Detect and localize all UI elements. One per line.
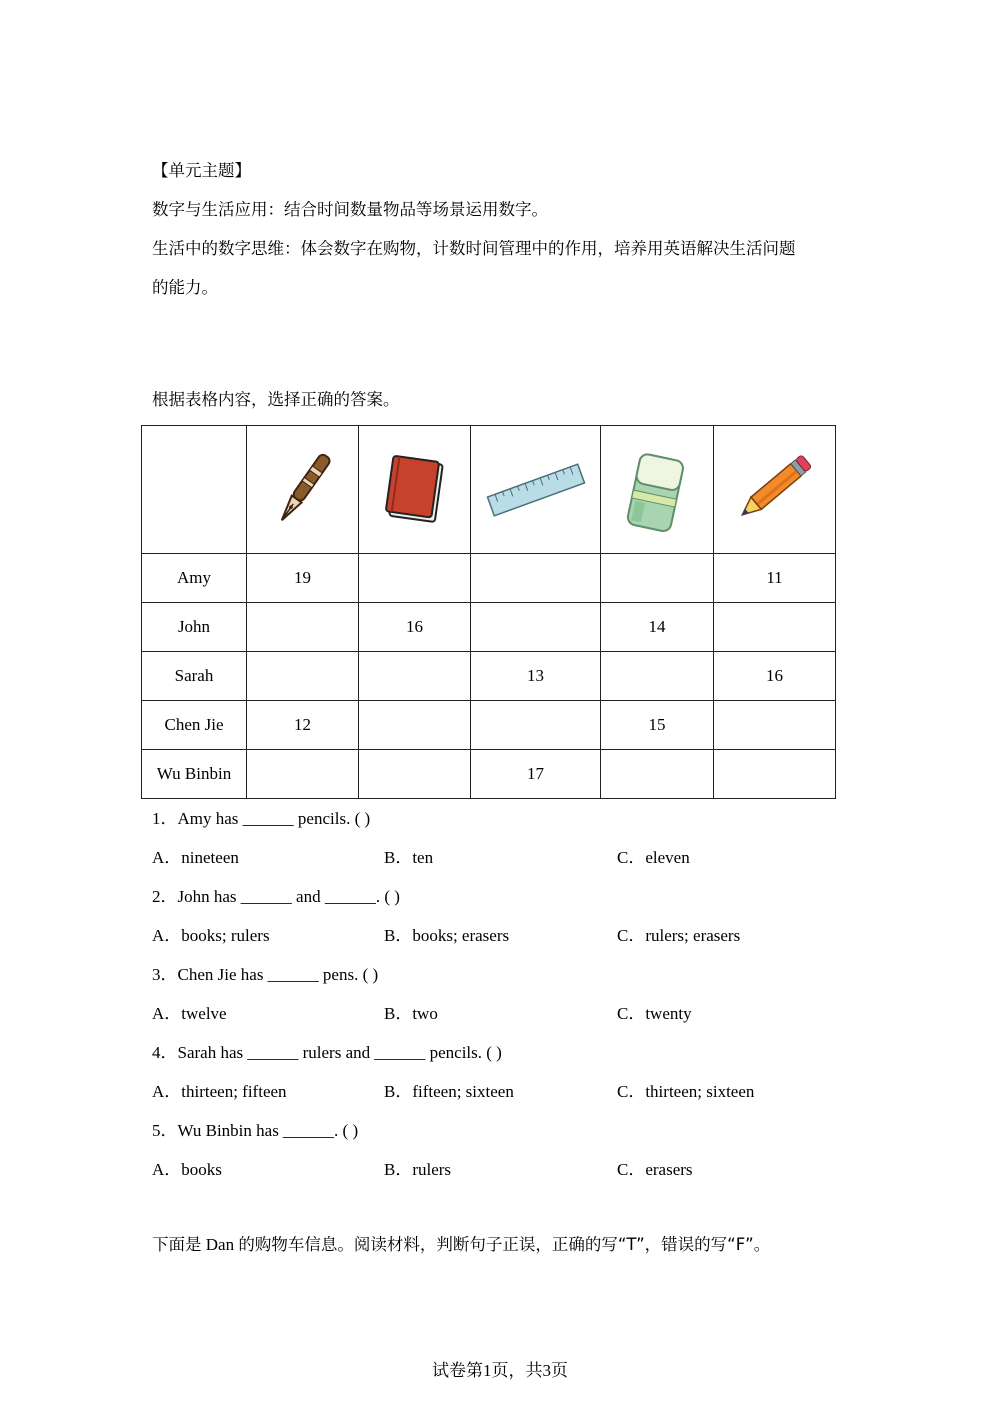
ruler-icon [484,455,588,525]
instruction-name: Dan [201,1235,239,1254]
row-cell [359,750,471,799]
intro-line-1: 数字与生活应用：结合时间数量物品等场景运用数字。 [152,200,548,219]
question-3-option-b[interactable]: B．two [384,1004,438,1023]
question-3-option-c[interactable]: C．twenty [617,1004,692,1023]
row-cell [714,750,836,799]
question-5-option-b[interactable]: B．rulers [384,1160,452,1179]
row-cell: 16 [359,603,471,652]
row-name: Chen Jie [142,701,247,750]
row-name: Amy [142,554,247,603]
intro-line-2: 生活中的数字思维：体会数字在购物，计数时间管理中的作用，培养用英语解决生活问题 [152,239,796,258]
row-cell [714,603,836,652]
row-cell [247,652,359,701]
row-cell [714,701,836,750]
question-3-option-a[interactable]: A．twelve [152,1004,227,1023]
row-cell [601,554,714,603]
question-4-option-c[interactable]: C．thirteen; sixteen [617,1082,755,1101]
question-1-stem: 1．Amy has ______ pencils. ( ) [152,809,371,828]
row-name: John [142,603,247,652]
question-1-option-a[interactable]: A．nineteen [152,848,239,867]
question-5-stem: 5．Wu Binbin has ______. ( ) [152,1121,359,1140]
row-cell [247,603,359,652]
question-1-option-b[interactable]: B．ten [384,848,434,867]
table-row [142,701,836,750]
row-cell: 16 [714,652,836,701]
footer-page-number: 1 [483,1361,492,1380]
question-2-option-c[interactable]: C．rulers; erasers [617,926,741,945]
row-name: Sarah [142,652,247,701]
unit-theme-heading: 【单元主题】 [152,161,251,180]
header-eraser-cell [601,426,714,554]
question-2-stem: 2．John has ______ and ______. ( ) [152,887,400,906]
book-icon [383,455,447,525]
table-row [142,652,836,701]
pencil-icon [730,450,820,530]
row-cell [601,750,714,799]
stationery-table [141,425,836,799]
table-row [142,750,836,799]
header-pen-cell [247,426,359,554]
row-cell: 15 [601,701,714,750]
footer-total-pages: 3 [542,1361,551,1380]
question-5-option-a[interactable]: A．books [152,1160,222,1179]
row-cell [471,554,601,603]
intro-line-3: 的能力。 [152,278,218,297]
row-name: Wu Binbin [142,750,247,799]
table-instruction: 根据表格内容，选择正确的答案。 [152,390,400,409]
row-cell [247,750,359,799]
row-cell: 12 [247,701,359,750]
question-4-option-a[interactable]: A．thirteen; fifteen [152,1082,287,1101]
pen-icon [268,445,338,535]
question-3-stem: 3．Chen Jie has ______ pens. ( ) [152,965,379,984]
question-5-option-c[interactable]: C．erasers [617,1160,693,1179]
page-footer [0,1356,1000,1381]
row-cell: 17 [471,750,601,799]
row-cell: 13 [471,652,601,701]
table-row [142,603,836,652]
row-cell [471,603,601,652]
table-header-row [142,426,836,554]
header-empty-cell [142,426,247,554]
row-cell: 19 [247,554,359,603]
footer-post: 页 [551,1361,568,1381]
row-cell [359,701,471,750]
footer-pre: 试卷第 [432,1361,483,1381]
row-cell [601,652,714,701]
instruction-pre: 下面是 [152,1235,202,1254]
question-2-option-a[interactable]: A．books; rulers [152,926,270,945]
header-ruler-cell [471,426,601,554]
shopping-cart-instruction [152,1234,770,1256]
question-1-option-c[interactable]: C．eleven [617,848,690,867]
header-pencil-cell [714,426,836,554]
question-4-option-b[interactable]: B．fifteen; sixteen [384,1082,514,1101]
table-row [142,554,836,603]
instruction-post: 的购物车信息。阅读材料，判断句子正误，正确的写“T”，错误的写“F”。 [238,1235,771,1254]
question-2-option-b[interactable]: B．books; erasers [384,926,510,945]
header-book-cell [359,426,471,554]
row-cell: 11 [714,554,836,603]
row-cell [359,652,471,701]
row-cell [359,554,471,603]
question-4-stem: 4．Sarah has ______ rulers and ______ pencils. ( ) [152,1043,502,1062]
footer-mid: 页，共 [491,1361,543,1381]
eraser-icon [624,443,690,537]
row-cell: 14 [601,603,714,652]
row-cell [471,701,601,750]
